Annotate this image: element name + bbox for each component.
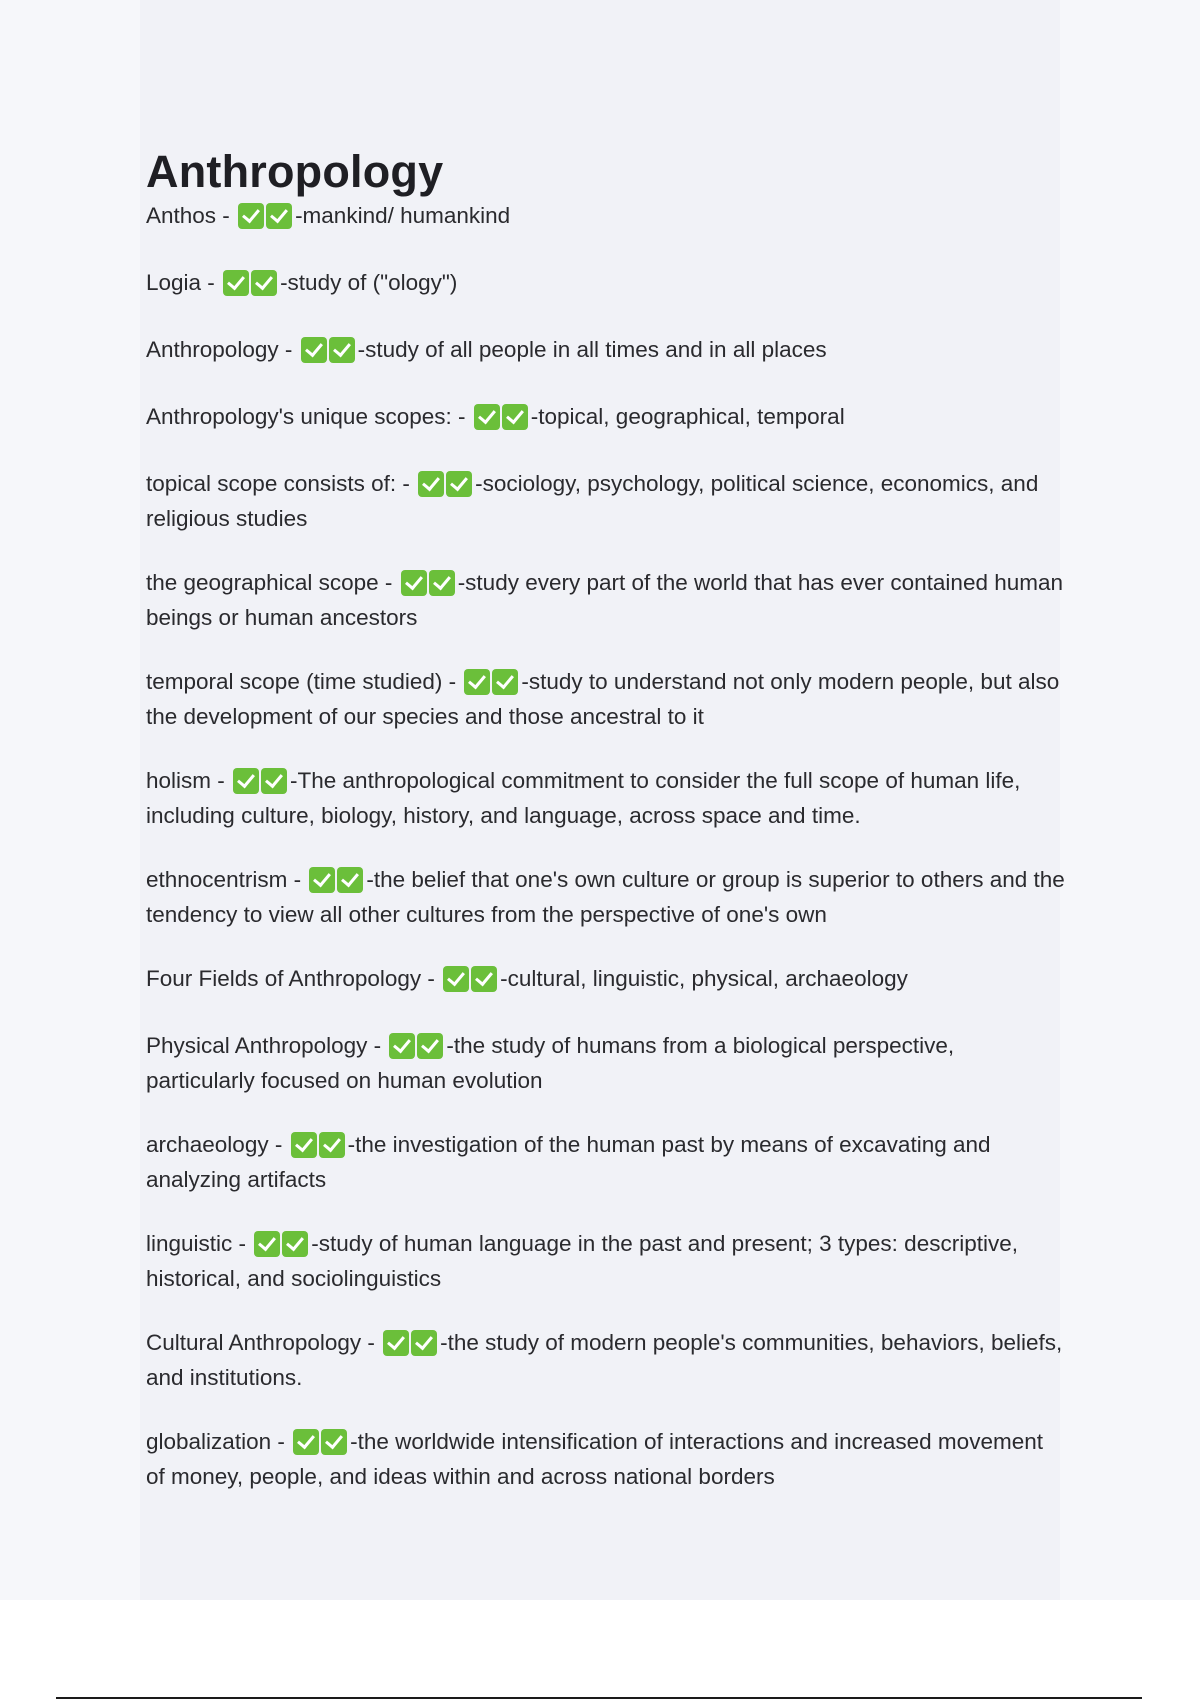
entry-definition: -study to understand not only modern people, but also the development of our species and those ancestral to it [146,669,1060,729]
entry-term: Four Fields of Anthropology - [146,966,435,991]
list-item [146,864,1066,931]
check-icon [337,867,363,893]
list-item [146,267,1066,302]
check-icon [383,1330,409,1356]
list-item [146,567,1066,634]
double-check-icon [223,270,279,302]
entry-term: topical scope consists of: - [146,471,410,496]
entry-term: Cultural Anthropology - [146,1330,375,1355]
double-check-icon [293,1429,349,1461]
check-icon [301,337,327,363]
entry-term: Anthos - [146,203,230,228]
check-icon [446,471,472,497]
entry-term: globalization - [146,1429,285,1454]
entry-definition: -study every part of the world that has ever contained human beings or human ancestors [146,570,1064,630]
double-check-icon [464,669,520,701]
check-icon [254,1231,280,1257]
check-icon [251,270,277,296]
document [146,146,1066,1525]
check-icon [411,1330,437,1356]
list-item [146,401,1066,436]
check-icon [401,570,427,596]
double-check-icon [291,1132,347,1164]
double-check-icon [238,203,294,235]
check-icon [474,404,500,430]
entry-term: Anthropology - [146,337,293,362]
list-item [146,765,1066,832]
list-item [146,1228,1066,1295]
entry-term: Anthropology's unique scopes: - [146,404,466,429]
entry-definition: -the investigation of the human past by means of excavating and analyzing artifacts [146,1132,991,1192]
double-check-icon [233,768,289,800]
entry-term: ethnocentrism - [146,867,302,892]
check-icon [266,203,292,229]
check-icon [238,203,264,229]
check-icon [291,1132,317,1158]
entry-term: temporal scope (time studied) - [146,669,457,694]
check-icon [502,404,528,430]
check-icon [321,1429,347,1455]
entry-definition: -the belief that one's own culture or group is superior to others and the tendency to view all other cultures from the perspective of one's own [146,867,1065,927]
double-check-icon [474,404,530,436]
entry-definition: -mankind/ humankind [295,203,511,228]
entry-term: holism - [146,768,225,793]
double-check-icon [443,966,499,998]
list-item [146,1327,1066,1394]
double-check-icon [401,570,457,602]
check-icon [223,270,249,296]
list-item [146,334,1066,369]
list-item [146,1426,1066,1493]
entry-definition: -sociology, psychology, political science, economics, and religious studies [146,471,1039,531]
entry-list [146,200,1066,1493]
entry-definition: -study of ("ology") [280,270,458,295]
list-item [146,666,1066,733]
check-icon [293,1429,319,1455]
list-item [146,1129,1066,1196]
check-icon [464,669,490,695]
list-item [146,1030,1066,1097]
entry-definition: -the worldwide intensification of interactions and increased movement of money, people, and ideas within and across national borders [146,1429,1043,1489]
double-check-icon [418,471,474,503]
check-icon [471,966,497,992]
check-icon [389,1033,415,1059]
list-item [146,200,1066,235]
entry-term: linguistic - [146,1231,247,1256]
entry-term: archaeology - [146,1132,283,1157]
check-icon [282,1231,308,1257]
entry-definition: -the study of modern people's communities, behaviors, beliefs, and institutions. [146,1330,1063,1390]
list-item [146,468,1066,535]
check-icon [429,570,455,596]
double-check-icon [309,867,365,899]
double-check-icon [389,1033,445,1065]
double-check-icon [301,337,357,369]
check-icon [309,867,335,893]
entry-definition: -The anthropological commitment to consider the full scope of human life, including culture, biology, history, and language, across space and time. [146,768,1021,828]
entry-definition: -topical, geographical, temporal [530,404,845,429]
check-icon [233,768,259,794]
check-icon [417,1033,443,1059]
entry-term: the geographical scope - [146,570,393,595]
double-check-icon [254,1231,310,1263]
entry-term: Physical Anthropology - [146,1033,382,1058]
check-icon [329,337,355,363]
entry-term: Logia - [146,270,215,295]
entry-definition: -cultural, linguistic, physical, archaeology [500,966,908,991]
check-icon [319,1132,345,1158]
check-icon [261,768,287,794]
double-check-icon [383,1330,439,1362]
check-icon [492,669,518,695]
page-bottom-divider [56,1697,1142,1699]
check-icon [443,966,469,992]
document-title: Anthropology [146,146,444,197]
entry-definition: -study of all people in all times and in all places [357,337,827,362]
entry-definition: -the study of humans from a biological perspective, particularly focused on human evolution [146,1033,955,1093]
list-item [146,963,1066,998]
check-icon [418,471,444,497]
entry-definition: -study of human language in the past and present; 3 types: descriptive, historical, and sociolinguistics [146,1231,1018,1291]
